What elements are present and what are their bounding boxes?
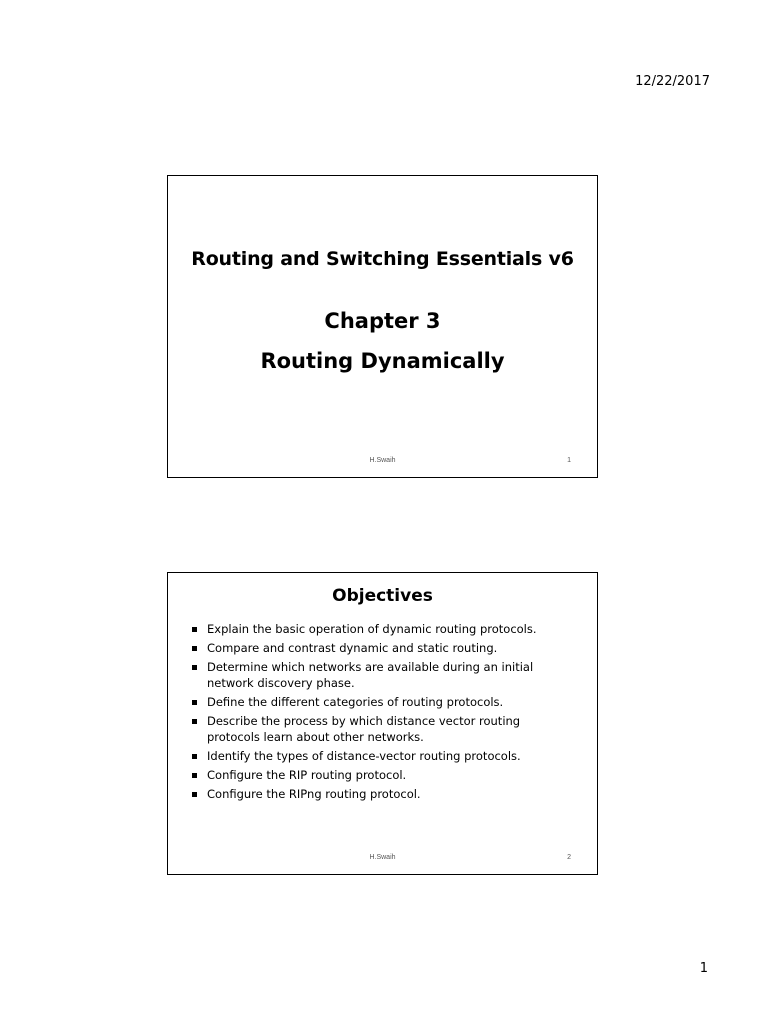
list-item [190, 659, 557, 691]
square-bullet-icon [192, 773, 197, 778]
page-number: 1 [699, 961, 708, 976]
chapter-label: Chapter 3 [324, 309, 441, 333]
list-item-text: Compare and contrast dynamic and static routing. [207, 641, 498, 655]
objectives-list [190, 621, 557, 805]
list-item-text: Configure the RIP routing protocol. [207, 768, 407, 782]
list-item [190, 713, 557, 745]
square-bullet-icon [192, 646, 197, 651]
square-bullet-icon [192, 754, 197, 759]
square-bullet-icon [192, 700, 197, 705]
slide-number: 1 [567, 457, 571, 464]
square-bullet-icon [192, 665, 197, 670]
list-item [190, 640, 557, 656]
list-item-text: Configure the RIPng routing protocol. [207, 787, 421, 801]
page-date: 12/22/2017 [635, 74, 710, 89]
objectives-title: Objectives [332, 586, 433, 606]
list-item [190, 767, 557, 783]
slide-footer [168, 854, 597, 864]
list-item-text: Explain the basic operation of dynamic routing protocols. [207, 622, 537, 636]
course-title: Routing and Switching Essentials v6 [191, 248, 574, 270]
chapter-title: Routing Dynamically [260, 349, 505, 373]
list-item [190, 694, 557, 710]
slide-author: H.Swaih [369, 457, 396, 464]
list-item-text: Describe the process by which distance vector routing protocols learn about other networks. [207, 714, 521, 744]
list-item [190, 621, 557, 637]
slide-number: 2 [567, 854, 571, 861]
list-item [190, 786, 557, 802]
slide-footer [168, 457, 597, 467]
list-item-text: Determine which networks are available during an initial network discovery phase. [207, 660, 534, 690]
slide-author: H.Swaih [369, 854, 396, 861]
square-bullet-icon [192, 792, 197, 797]
list-item [190, 748, 557, 764]
list-item-text: Define the different categories of routing protocols. [207, 695, 504, 709]
square-bullet-icon [192, 719, 197, 724]
list-item-text: Identify the types of distance-vector routing protocols. [207, 749, 521, 763]
slide-1 [167, 175, 598, 478]
slide-2 [167, 572, 598, 875]
square-bullet-icon [192, 627, 197, 632]
